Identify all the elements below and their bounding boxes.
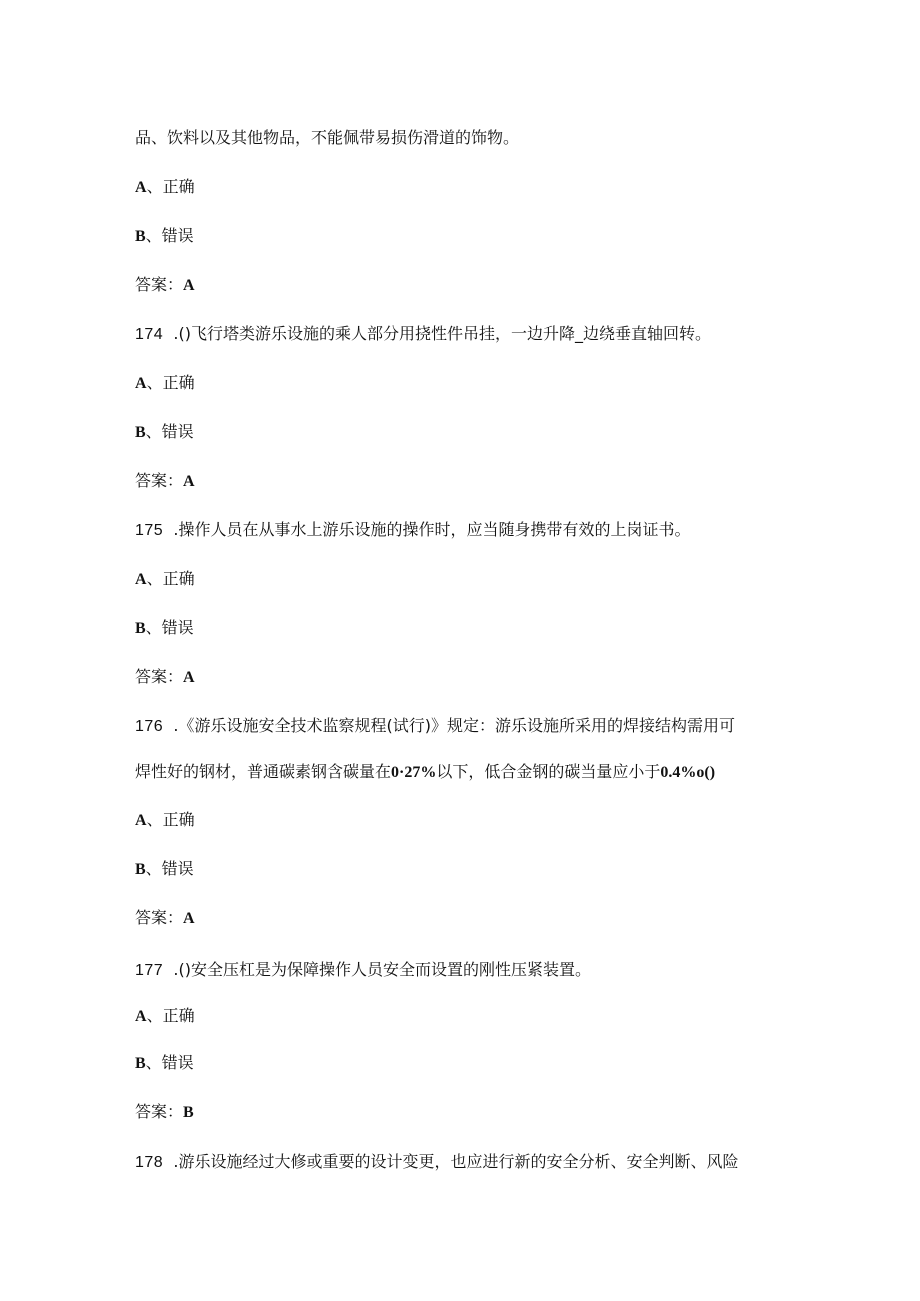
question-176-line2: 焊性好的钢材，普通碳素钢含碳量在0·27%以下，低合金钢的碳当量应小于0.4%o() <box>135 762 716 781</box>
option-b: B、错误 <box>135 618 194 637</box>
answer-line: 答案：A <box>135 908 195 927</box>
option-b: B、错误 <box>135 422 194 441</box>
option-b: B、错误 <box>135 1053 194 1072</box>
option-a: A、正确 <box>135 810 195 829</box>
question-number: 174 <box>135 326 164 343</box>
question-174 <box>135 324 711 345</box>
question-text: .()安全压杠是为保障操作人员安全而设置的刚性压紧装置。 <box>173 960 591 979</box>
question-text: .()飞行塔类游乐设施的乘人部分用挠性件吊挂，一边升降_边绕垂直轴回转。 <box>173 324 711 343</box>
option-a: A、正确 <box>135 569 195 588</box>
answer-line: 答案：A <box>135 275 195 294</box>
question-number: 176 <box>135 718 164 735</box>
answer-line: 答案：A <box>135 667 195 686</box>
question-177 <box>135 960 591 981</box>
option-a: A、正确 <box>135 373 195 392</box>
question-text: .《游乐设施安全技术监察规程(试行)》规定：游乐设施所采用的焊接结构需用可 <box>173 716 735 735</box>
question-178 <box>135 1152 738 1173</box>
option-a: A、正确 <box>135 1006 195 1025</box>
question-175 <box>135 520 690 541</box>
option-b: B、错误 <box>135 859 194 878</box>
question-text: .操作人员在从事水上游乐设施的操作时，应当随身携带有效的上岗证书。 <box>173 520 691 539</box>
answer-line: 答案：B <box>135 1102 194 1121</box>
question-number: 178 <box>135 1154 164 1171</box>
question-number: 177 <box>135 962 164 979</box>
option-b: B、错误 <box>135 226 194 245</box>
question-text-continuation: 品、饮料以及其他物品，不能佩带易损伤滑道的饰物。 <box>135 128 520 147</box>
question-number: 175 <box>135 522 164 539</box>
answer-line: 答案：A <box>135 471 195 490</box>
option-a: A、正确 <box>135 177 195 196</box>
question-text: .游乐设施经过大修或重要的设计变更，也应进行新的安全分析、安全判断、风险 <box>173 1152 739 1171</box>
question-176 <box>135 716 735 737</box>
